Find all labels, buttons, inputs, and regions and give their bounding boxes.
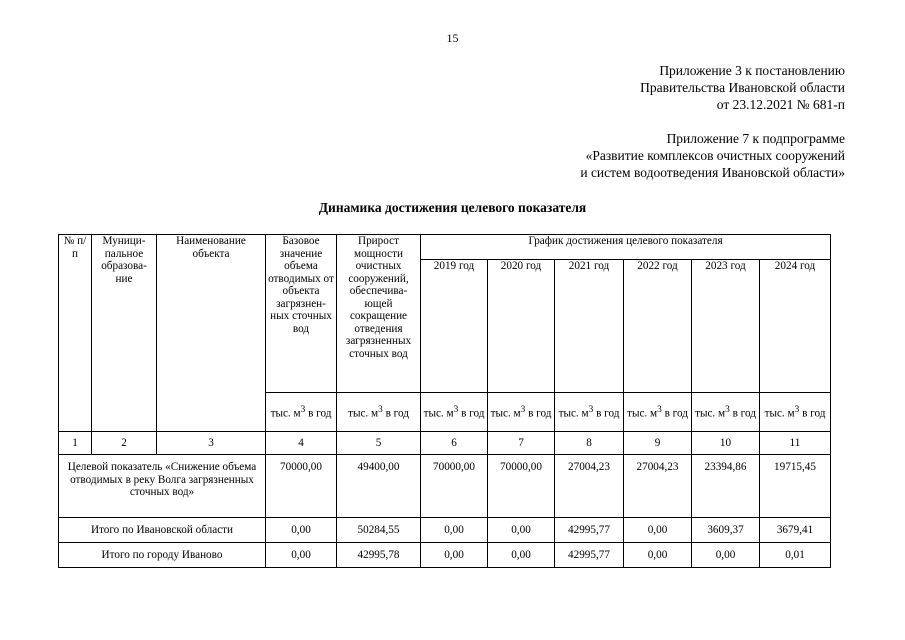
table-row bbox=[59, 518, 831, 543]
appendix-line: от 23.12.2021 № 681-п bbox=[716, 97, 845, 112]
column-number: 8 bbox=[555, 432, 624, 455]
value-cell: 42995,77 bbox=[555, 518, 624, 543]
column-number: 6 bbox=[421, 432, 488, 455]
appendix-line: Приложение 7 к подпрограмме bbox=[666, 131, 845, 146]
unit-cell: тыс. $м^3$ в год bbox=[421, 393, 488, 432]
row-label: Итого по Ивановской области bbox=[59, 518, 266, 543]
column-number: 2 bbox=[92, 432, 157, 455]
unit-cell: тыс. $м^3$ в год bbox=[555, 393, 624, 432]
value-cell: 42995,77 bbox=[555, 543, 624, 568]
appendix-line: Правительства Ивановской области bbox=[640, 80, 845, 95]
value-cell: 27004,23 bbox=[555, 455, 624, 518]
value-cell: 0,00 bbox=[266, 543, 337, 568]
column-number: 10 bbox=[692, 432, 760, 455]
header-year: 2020 год bbox=[488, 260, 555, 393]
value-cell: 0,00 bbox=[488, 518, 555, 543]
value-cell: 0,01 bbox=[760, 543, 831, 568]
column-number: 5 bbox=[337, 432, 421, 455]
column-number: 7 bbox=[488, 432, 555, 455]
header-year: 2021 год bbox=[555, 260, 624, 393]
header-num: № п/п bbox=[59, 235, 92, 432]
page-number: 15 bbox=[446, 31, 459, 45]
value-cell: 23394,86 bbox=[692, 455, 760, 518]
value-cell: 70000,00 bbox=[266, 455, 337, 518]
value-cell: 0,00 bbox=[624, 518, 692, 543]
value-cell: 70000,00 bbox=[421, 455, 488, 518]
header-municipality: Муници-пальное образова-ние bbox=[92, 235, 157, 432]
unit-cell: тыс. $м^3$ в год bbox=[266, 393, 337, 432]
header-year: 2024 год bbox=[760, 260, 831, 393]
document-title: Динамика достижения целевого показателя bbox=[318, 200, 587, 215]
appendix-line: «Развитие комплексов очистных сооружений bbox=[585, 148, 845, 163]
column-number: 4 bbox=[266, 432, 337, 455]
header-object-name: Наименование объекта bbox=[157, 235, 266, 432]
value-cell: 42995,78 bbox=[337, 543, 421, 568]
value-cell: 50284,55 bbox=[337, 518, 421, 543]
table-row bbox=[59, 455, 831, 518]
appendix-line: и систем водоотведения Ивановской области» bbox=[580, 165, 845, 180]
header-baseline: Базовое значение объема отводимых от объекта загрязнен-ных сточных вод bbox=[266, 235, 337, 393]
value-cell: 3679,41 bbox=[760, 518, 831, 543]
row-label: Итого по городу Иваново bbox=[59, 543, 266, 568]
unit-cell: тыс. $м^3$ в год bbox=[488, 393, 555, 432]
row-label: Целевой показатель «Снижение объема отводимых в реку Волга загрязненных сточных вод» bbox=[59, 455, 266, 518]
column-number: 11 bbox=[760, 432, 831, 455]
header-year: 2022 год bbox=[624, 260, 692, 393]
header-increase: Прирост мощности очистных сооружений, обеспечива-ющей сокращение отведения загрязненных сточных вод bbox=[337, 235, 421, 393]
value-cell: 49400,00 bbox=[337, 455, 421, 518]
appendix-line: Приложение 3 к постановлению bbox=[659, 63, 845, 78]
value-cell: 0,00 bbox=[488, 543, 555, 568]
value-cell: 3609,37 bbox=[692, 518, 760, 543]
header-year: 2019 год bbox=[421, 260, 488, 393]
header-year: 2023 год bbox=[692, 260, 760, 393]
column-number-row bbox=[59, 432, 831, 455]
unit-cell: тыс. $м^3$ в год bbox=[692, 393, 760, 432]
value-cell: 0,00 bbox=[624, 543, 692, 568]
header-schedule: График достижения целевого показателя bbox=[421, 235, 831, 260]
value-cell: 0,00 bbox=[421, 518, 488, 543]
header-row bbox=[59, 235, 831, 260]
unit-cell: тыс. $м^3$ в год bbox=[624, 393, 692, 432]
value-cell: 0,00 bbox=[692, 543, 760, 568]
value-cell: 27004,23 bbox=[624, 455, 692, 518]
appendix-note-resolution bbox=[640, 62, 845, 113]
column-number: 1 bbox=[59, 432, 92, 455]
unit-cell: тыс. $м^3$ в год bbox=[760, 393, 831, 432]
value-cell: 19715,45 bbox=[760, 455, 831, 518]
column-number: 3 bbox=[157, 432, 266, 455]
appendix-note-subprogram bbox=[580, 130, 845, 181]
unit-cell: тыс. $м^3$ в год bbox=[337, 393, 421, 432]
value-cell: 0,00 bbox=[421, 543, 488, 568]
column-number: 9 bbox=[624, 432, 692, 455]
target-indicator-table bbox=[58, 234, 831, 568]
value-cell: 0,00 bbox=[266, 518, 337, 543]
value-cell: 70000,00 bbox=[488, 455, 555, 518]
table-row bbox=[59, 543, 831, 568]
